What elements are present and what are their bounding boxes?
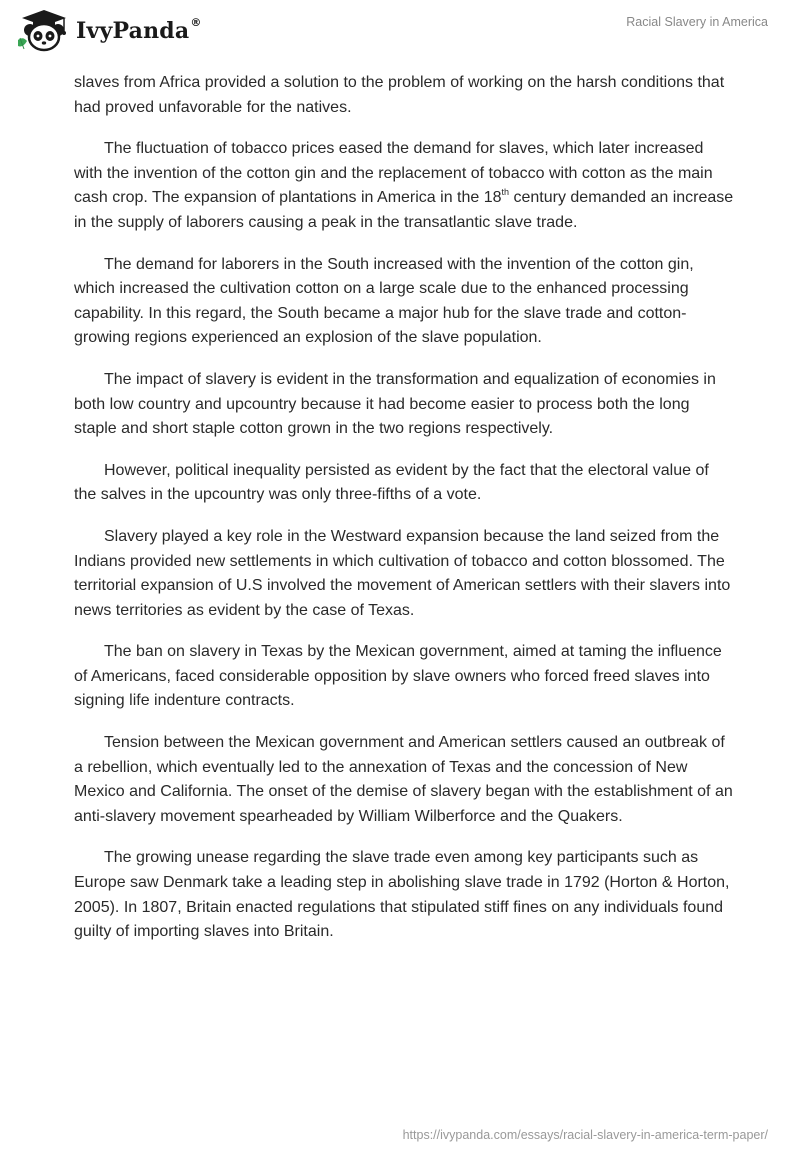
brand-name: IvyPanda® [76,16,202,44]
paragraph: The growing unease regarding the slave trade even among key participants such as Europe saw Denmark take a leading step in abolishing slave trade in 1792 (Horton & Horton, 2005). In 1807, Britain enacted regulations that stipulated stiff fines on any individuals found guilty of importing slaves into Britain. [74,849,730,941]
panda-graduate-icon [14,8,74,52]
document-title: Racial Slavery in America [626,15,768,29]
superscript: th [501,187,510,198]
paragraph: The fluctuation of tobacco prices eased the demand for slaves, which later increased with the invention of the cotton gin and the replacement of tobacco with cotton as the main cash crop. The expansion of plantations in America in the 18th century demanded an increase in the supply of laborers causing a peak in the transatlantic slave trade. [74,140,734,231]
paragraph: The impact of slavery is evident in the transformation and equalization of economies in both low country and upcountry because it had become easier to process both the long staple and short staple cotton grown in the two regions respectively. [74,370,716,438]
paragraph: Slavery played a key role in the Westward expansion because the land seized from the Indians provided new settlements in which cultivation of tobacco and cotton blossomed. The territorial expansion of U.S involved the movement of American settlers with their slavers into news territories as evident by the case of Texas. [74,527,731,619]
source-url[interactable]: https://ivypanda.com/essays/racial-slavery-in-america-term-paper/ [402,1128,768,1142]
ivypanda-logo[interactable] [14,8,202,52]
paragraph: The demand for laborers in the South increased with the invention of the cotton gin, which increased the cultivation cotton on a large scale due to the enhanced processing capability. In this regard, the South became a major hub for the slave trade and cotton-growing regions experienced an explosion of the slave population. [74,255,694,347]
essay-body [74,71,734,962]
paragraph: The ban on slavery in Texas by the Mexican government, aimed at taming the influence of Americans, faced considerable opposition by slave owners who forced freed slaves into signing life indenture contracts. [74,643,722,710]
paragraph: However, political inequality persisted as evident by the fact that the electoral value of the salves in the upcountry was only three-fifths of a vote. [74,461,709,504]
paragraph: slaves from Africa provided a solution to the problem of working on the harsh conditions that had proved unfavorable for the natives. [74,74,725,116]
paragraph: Tension between the Mexican government and American settlers caused an outbreak of a rebellion, which eventually led to the annexation of Texas and the concession of New Mexico and California. The onset of the demise of slavery began with the establishment of an anti-slavery movement spearheaded by William Wilberforce and the Quakers. [74,734,733,825]
page-header [0,0,800,70]
